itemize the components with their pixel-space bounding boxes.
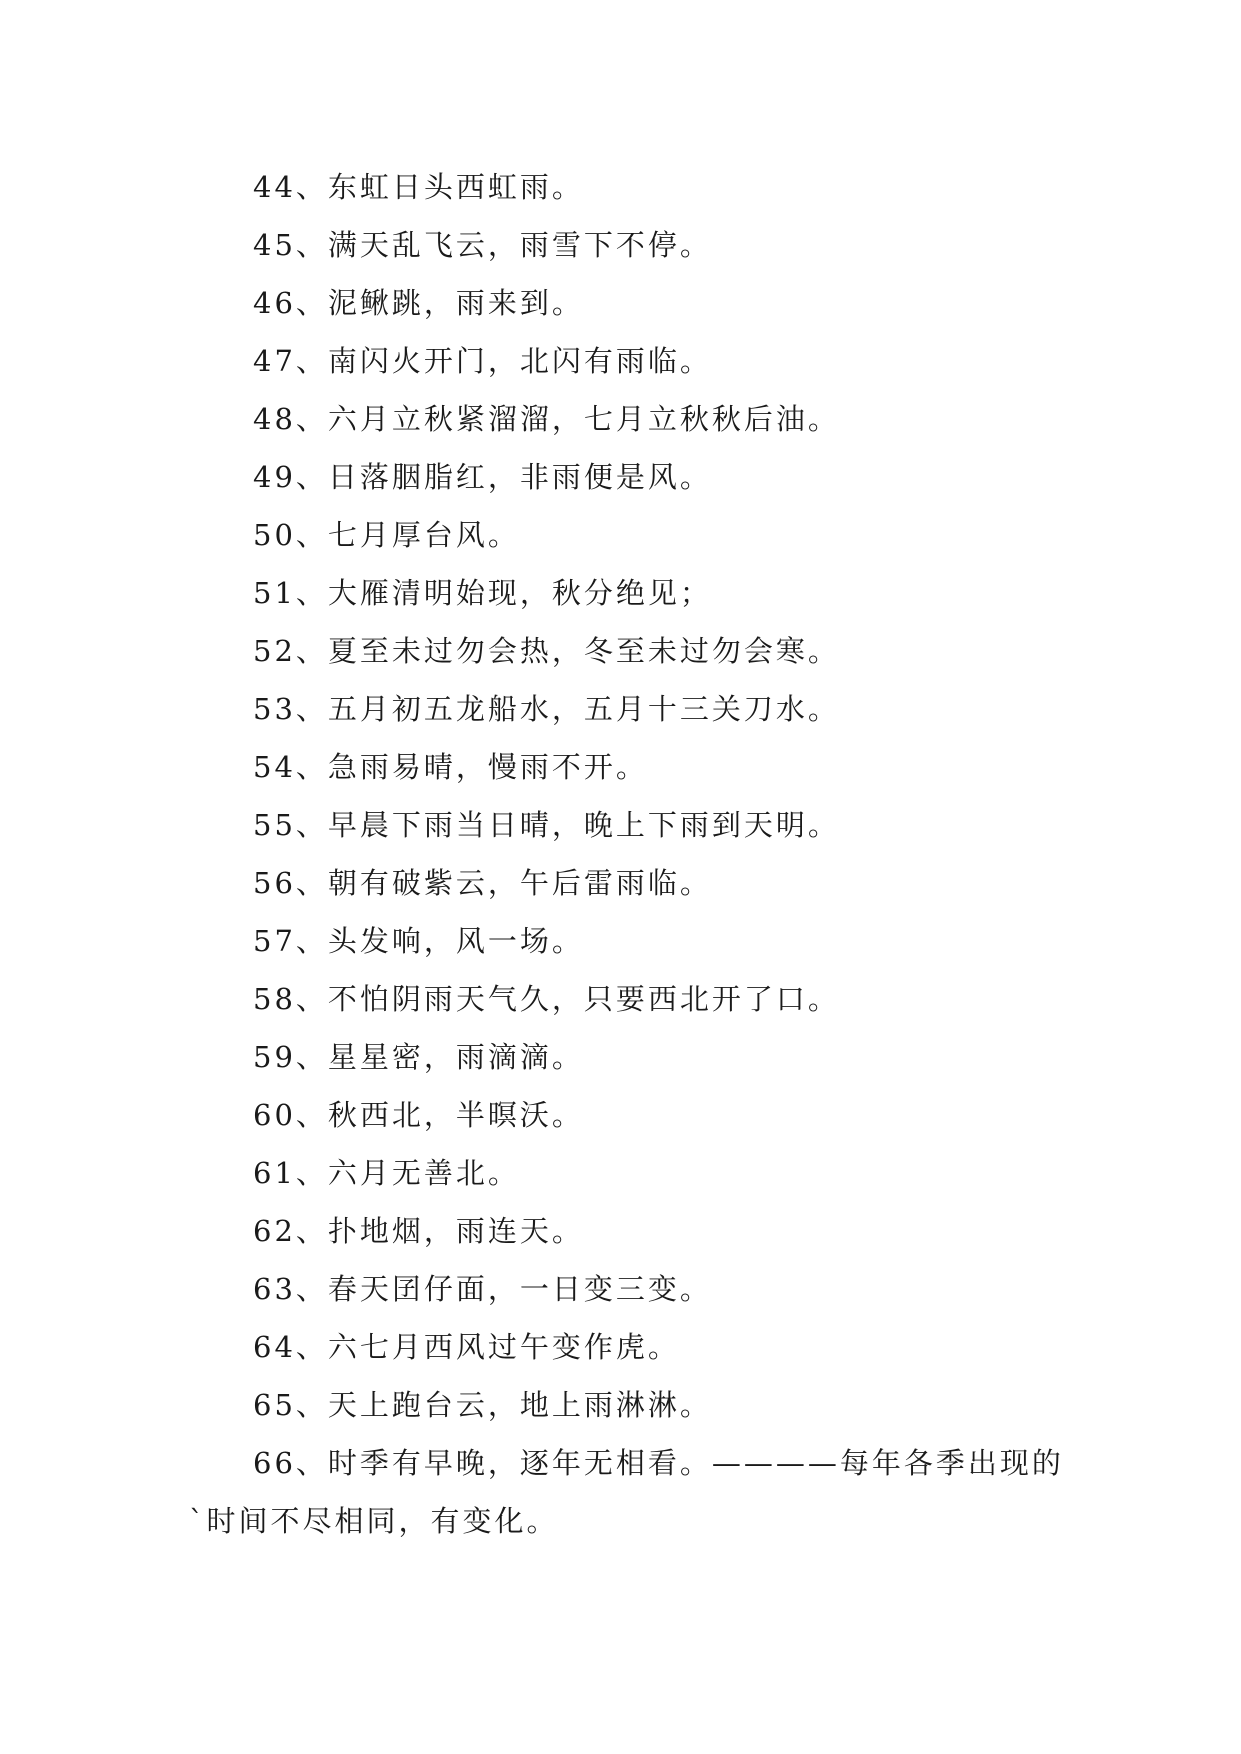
list-item: 64、六七月西风过午变作虎。 [253, 1330, 680, 1364]
list-item: 58、不怕阴雨天气久，只要西北开了口。 [253, 982, 840, 1016]
list-item: 63、春天囝仔面，一日变三变。 [253, 1272, 712, 1306]
list-item: 61、六月无善北。 [253, 1156, 520, 1190]
list-item: 60、秋西北，半暝沃。 [253, 1098, 584, 1132]
list-item: 53、五月初五龙船水，五月十三关刀水。 [253, 692, 840, 726]
list-item: 46、泥鳅跳，雨来到。 [253, 286, 584, 320]
list-item: 56、朝有破紫云，午后雷雨临。 [253, 866, 712, 900]
list-item: 62、扑地烟，雨连天。 [253, 1214, 584, 1248]
list-item: 51、大雁清明始现，秋分绝见； [253, 576, 712, 610]
final-paragraph: 66、时季有早晚，逐年无相看。————每年各季出现的`时间不尽相同，有变化。 [189, 1446, 1064, 1538]
list-item: 47、南闪火开门，北闪有雨临。 [253, 344, 712, 378]
list-item: 48、六月立秋紧溜溜，七月立秋秋后油。 [253, 402, 840, 436]
list-item: 44、东虹日头西虹雨。 [253, 170, 584, 204]
list-item: 54、急雨易晴，慢雨不开。 [253, 750, 648, 784]
list-item: 57、头发响，风一场。 [253, 924, 584, 958]
list-item: 45、满天乱飞云，雨雪下不停。 [253, 228, 712, 262]
list-item: 65、天上跑台云，地上雨淋淋。 [253, 1388, 712, 1422]
list-item: 59、星星密，雨滴滴。 [253, 1040, 584, 1074]
list-item: 52、夏至未过勿会热，冬至未过勿会寒。 [253, 634, 840, 668]
list-item: 50、七月厚台风。 [253, 518, 520, 552]
proverb-list [189, 158, 1069, 1550]
list-item: 55、早晨下雨当日晴，晚上下雨到天明。 [253, 808, 840, 842]
list-item: 49、日落胭脂红，非雨便是风。 [253, 460, 712, 494]
